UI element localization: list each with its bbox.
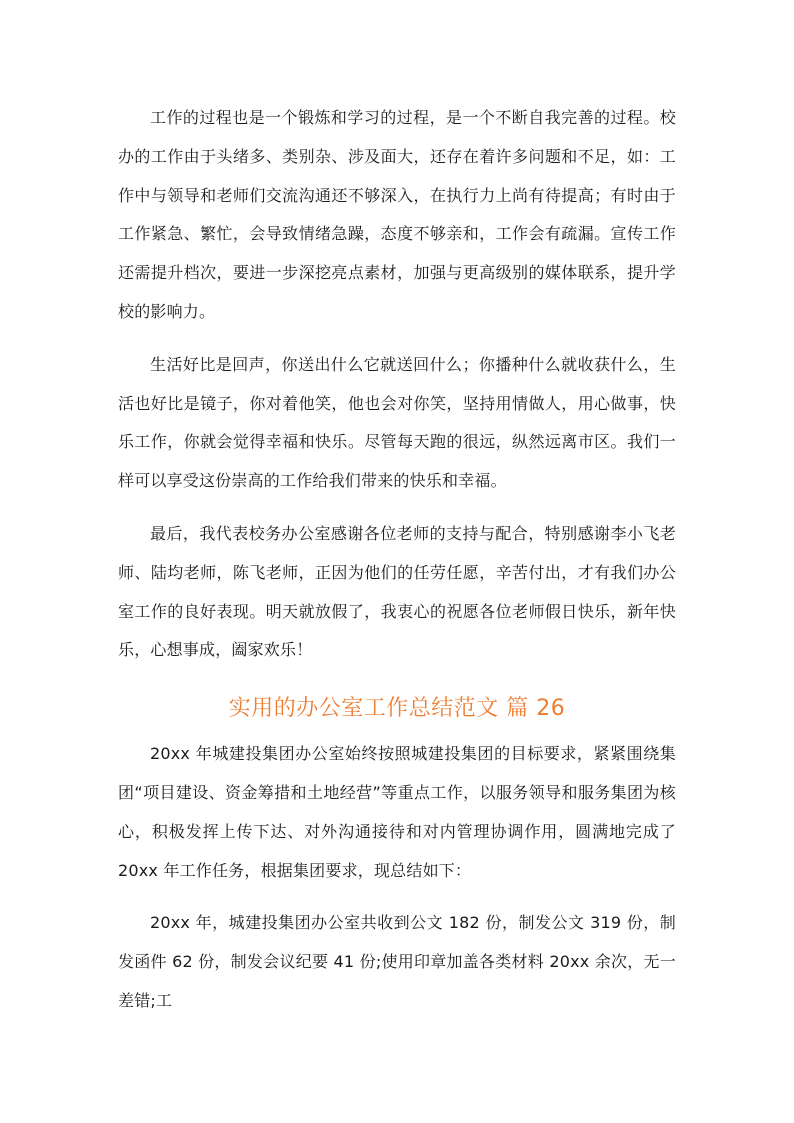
section-heading: 实用的办公室工作总结范文 篇 26 — [228, 696, 566, 722]
paragraph-life-echo: 生活好比是回声，你送出什么它就送回什么；你播种什么就收获什么，生活也好比是镜子，你对着他笑，他也会对你笑，坚持用情做人，用心做事，快乐工作，你就会觉得幸福和快乐。尽管每天跑的很远，纵然远离市区。我们一样可以享受这份崇高的工作给我们带来的快乐和幸福。 — [118, 354, 676, 491]
document-page — [118, 99, 676, 1021]
paragraph-group-office-intro: 20xx 年城建投集团办公室始终按照城建投集团的目标要求，紧紧围绕集团“项目建设、资金筹措和土地经营”等重点工作，以服务领导和服务集团为核心，积极发挥上传下达、对外沟通接待和对内管理协调作用，圆满地完成了 20xx 年工作任务，根据集团要求，现总结如下： — [118, 744, 676, 880]
paragraph-work-reflection: 工作的过程也是一个锻炼和学习的过程，是一个不断自我完善的过程。校办的工作由于头绪多、类别杂、涉及面大，还存在着许多问题和不足，如：工作中与领导和老师们交流沟通还不够深入，在执行力上尚有待提高；有时由于工作紧急、繁忙，会导致情绪急躁，态度不够亲和，工作会有疏漏。宣传工作还需提升档次，要进一步深挖亮点素材，加强与更高级别的媒体联系，提升学校的影响力。 — [118, 108, 676, 321]
paragraph-document-stats: 20xx 年，城建投集团办公室共收到公文 182 份，制发公文 319 份，制发函件 62 份，制发会议纪要 41 份;使用印章加盖各类材料 20xx 余次，无一差错;工 — [118, 913, 676, 1010]
paragraph-thanks: 最后，我代表校务办公室感谢各位老师的支持与配合，特别感谢李小飞老师、陆均老师，陈飞老师，正因为他们的任劳任愿，辛苦付出，才有我们办公室工作的良好表现。明天就放假了，我衷心的祝愿各位老师假日快乐，新年快乐，心想事成，阖家欢乐！ — [118, 523, 676, 660]
